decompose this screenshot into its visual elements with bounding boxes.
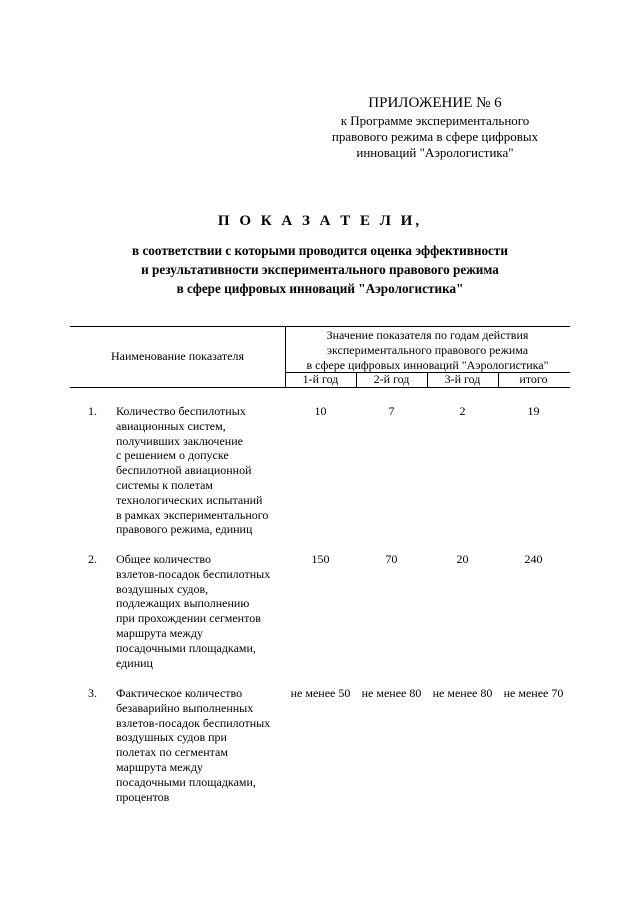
- values-header-line: в сфере цифровых инноваций "Аэрологистика": [306, 358, 549, 372]
- heading-subtitle-line: и результативности экспериментального правового режима: [141, 262, 499, 277]
- value-year-3: 2: [459, 404, 466, 418]
- indicator-name-line: правового режима, единиц: [116, 522, 253, 537]
- indicator-name-line: взлетов-посадок беспилотных: [116, 566, 271, 581]
- value-year-3: не менее 80: [432, 686, 493, 700]
- header-bottom-rule: [70, 387, 570, 388]
- values-header-line: экспериментального правового режима: [326, 343, 529, 357]
- indicator-name-line: Общее количество: [116, 552, 211, 566]
- column-header-name: Наименование показателя: [111, 349, 244, 363]
- indicator-name-line: единиц: [116, 655, 153, 670]
- indicator-name-line: маршрута между: [116, 625, 203, 640]
- value-year-1: 10: [314, 404, 327, 418]
- value-total: 240: [524, 552, 543, 566]
- appendix-line: правового режима в сфере цифровых: [331, 129, 539, 144]
- row-number: 1.: [88, 404, 97, 418]
- heading-subtitle-line: в соответствии с которыми проводится оценка эффективности: [132, 243, 508, 258]
- row-number: 3.: [88, 686, 97, 700]
- indicator-name: [116, 404, 288, 537]
- appendix-line: инноваций "Аэрологистика": [356, 145, 514, 160]
- indicator-name: [116, 552, 288, 670]
- values-header-line: Значение показателя по годам действия: [326, 328, 529, 342]
- indicator-name-line: получивших заключение: [116, 433, 243, 448]
- year-header-2: 2-й год: [373, 372, 410, 386]
- value-year-2: не менее 80: [361, 686, 422, 700]
- year-header-3: 3-й год: [444, 372, 481, 386]
- appendix-line: к Программе экспериментального: [340, 113, 530, 128]
- indicator-name-line: маршрута между: [116, 759, 203, 774]
- indicator-name-line: воздушных судов,: [116, 581, 209, 596]
- indicator-name-line: полетах по сегментам: [116, 745, 228, 760]
- indicator-name-line: процентов: [116, 789, 170, 804]
- heading-subtitle-line: в сфере цифровых инноваций "Аэрологистика": [176, 281, 464, 296]
- column-header-values: [285, 328, 570, 373]
- indicator-name-line: при прохождении сегментов: [116, 611, 261, 626]
- year-header-total: итого: [519, 372, 548, 386]
- indicator-name: [116, 686, 288, 804]
- value-total: не менее 70: [503, 686, 564, 700]
- row-number: 2.: [88, 552, 97, 566]
- indicator-name-line: беспилотной авиационной: [116, 463, 252, 478]
- value-year-2: 70: [385, 552, 398, 566]
- indicator-name-line: авиационных систем,: [116, 418, 226, 433]
- year-header-1: 1-й год: [302, 372, 339, 386]
- indicator-name-line: технологических испытаний: [116, 492, 263, 507]
- indicator-name-line: системы к полетам: [116, 477, 214, 492]
- indicator-name-line: Количество беспилотных: [116, 404, 246, 418]
- appendix-title: ПРИЛОЖЕНИЕ № 6: [368, 95, 502, 111]
- indicator-name-line: с решением о допуске: [116, 448, 229, 463]
- indicator-name-line: в рамках экспериментального: [116, 507, 269, 522]
- indicator-name-line: безаварийно выполненных: [116, 700, 254, 715]
- value-year-3: 20: [456, 552, 469, 566]
- indicator-name-line: посадочными площадками,: [116, 774, 256, 789]
- indicator-name-line: посадочными площадками,: [116, 640, 256, 655]
- appendix-block: [305, 94, 565, 161]
- document-heading: [0, 212, 640, 298]
- indicator-name-line: воздушных судов при: [116, 730, 227, 745]
- value-year-2: 7: [388, 404, 395, 418]
- value-year-1: не менее 50: [290, 686, 351, 700]
- indicator-name-line: подлежащих выполнению: [116, 596, 250, 611]
- value-year-1: 150: [311, 552, 330, 566]
- value-total: 19: [527, 404, 540, 418]
- heading-title: П О К А З А Т Е Л И,: [217, 213, 423, 229]
- indicator-name-line: Фактическое количество: [116, 686, 243, 700]
- indicator-name-line: взлетов-посадок беспилотных: [116, 715, 271, 730]
